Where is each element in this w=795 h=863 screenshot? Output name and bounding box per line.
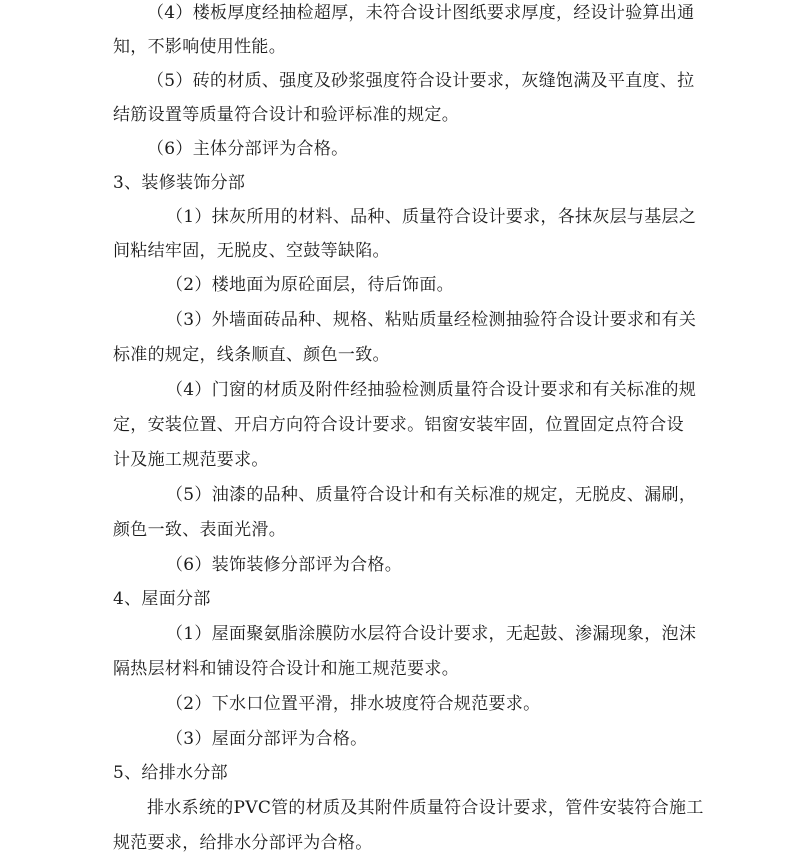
paragraph-line: （3）外墙面砖品种、规格、粘贴质量经检测抽验符合设计要求和有关 [166, 310, 697, 330]
paragraph-line: （1）屋面聚氨脂涂膜防水层符合设计要求，无起鼓、渗漏现象，泡沫 [166, 624, 697, 644]
paragraph-line: 定，安装位置、开启方向符合设计要求。铝窗安装牢固，位置固定点符合设 [113, 415, 684, 435]
paragraph-line: 排水系统的PVC管的材质及其附件质量符合设计要求，管件安装符合施工 [147, 798, 704, 818]
paragraph-line: （4）楼板厚度经抽检超厚，未符合设计图纸要求厚度，经设计验算出通 [147, 3, 695, 23]
paragraph-line: 规范要求，给排水分部评为合格。 [113, 833, 373, 853]
paragraph-line: 颜色一致、表面光滑。 [113, 520, 286, 540]
paragraph-line: 计及施工规范要求。 [113, 450, 269, 470]
paragraph-line: 间粘结牢固，无脱皮、空鼓等缺陷。 [113, 241, 390, 261]
paragraph-line: （1）抹灰所用的材料、品种、质量符合设计要求，各抹灰层与基层之 [166, 207, 697, 227]
section-heading: 4、屋面分部 [113, 589, 211, 609]
section-heading: 5、给排水分部 [113, 763, 228, 783]
section-heading: 3、装修装饰分部 [113, 173, 246, 193]
paragraph-line: （4）门窗的材质及附件经抽验检测质量符合设计要求和有关标准的规 [166, 380, 697, 400]
paragraph-line: （3）屋面分部评为合格。 [166, 729, 368, 749]
paragraph-line: （2）楼地面为原砼面层，待后饰面。 [166, 275, 454, 295]
paragraph-line: 标准的规定，线条顺直、颜色一致。 [113, 345, 390, 365]
paragraph-line: （5）砖的材质、强度及砂浆强度符合设计要求，灰缝饱满及平直度、拉 [147, 71, 695, 91]
paragraph-line: （2）下水口位置平滑，排水坡度符合规范要求。 [166, 694, 541, 714]
paragraph-line: 知，不影响使用性能。 [113, 37, 286, 57]
paragraph-line: 结筋设置等质量符合设计和验评标准的规定。 [113, 105, 459, 125]
paragraph-line: （6）主体分部评为合格。 [147, 139, 349, 159]
paragraph-line: （6）装饰装修分部评为合格。 [166, 555, 403, 575]
paragraph-line: 隔热层材料和铺设符合设计和施工规范要求。 [113, 659, 459, 679]
paragraph-line: （5）油漆的品种、质量符合设计和有关标准的规定，无脱皮、漏刷， [166, 485, 697, 505]
